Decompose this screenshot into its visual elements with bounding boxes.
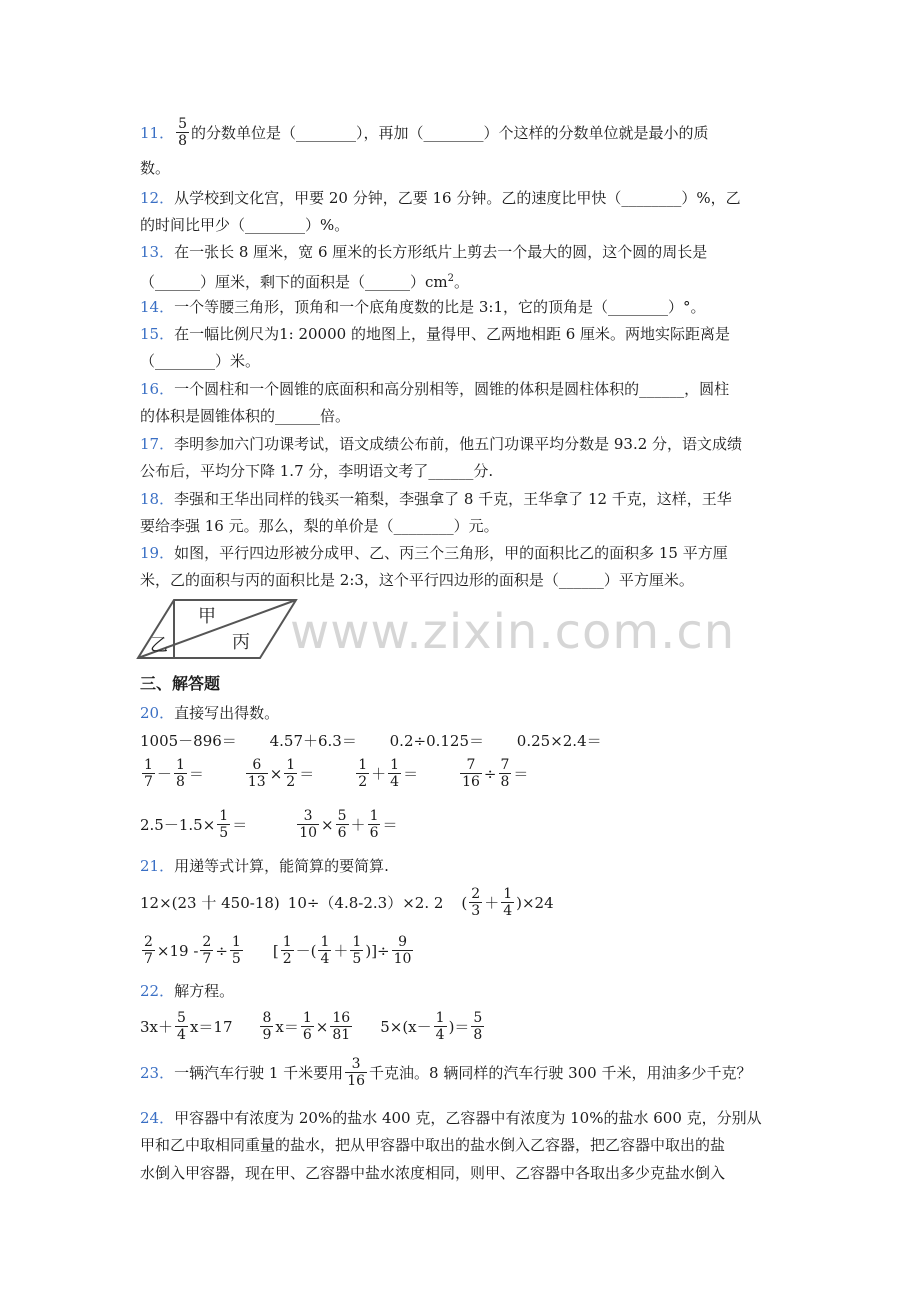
question-17 (140, 433, 742, 455)
label-yi: 乙 (150, 635, 168, 656)
question-24-cont: 甲和乙中取相同重量的盐水，把从甲容器中取出的盐水倒入乙容器，把乙容器中取出的盐 (140, 1136, 726, 1154)
question-text: 如图，平行四边形被分成甲、乙、丙三个三角形，甲的面积比乙的面积多 15 平方厘 (174, 544, 728, 562)
question-20 (140, 702, 279, 724)
fraction: $\frac{16}{81}$ (332, 1010, 351, 1043)
question-15-cont: （________）米。 (140, 352, 261, 370)
calc-item: 1005－896＝ (140, 732, 237, 750)
question-text: 解方程。 (174, 982, 235, 1000)
question-text: 甲容器中有浓度为 20%的盐水 400 克，乙容器中有浓度为 10%的盐水 600 克，分别从 (174, 1109, 762, 1127)
fraction: $\frac{1}{5}$ (352, 934, 362, 967)
question-text: 在一张长 8 厘米，宽 6 厘米的长方形纸片上剪去一个最大的圆，这个圆的周长是 (174, 243, 708, 261)
question-15 (140, 323, 730, 345)
question-number: 18． (140, 490, 175, 508)
fraction: $\frac{1}{2}$ (282, 934, 292, 967)
question-number: 23． (140, 1063, 175, 1082)
calc-item: 0.2÷0.125＝ (389, 732, 485, 750)
question-13 (140, 241, 707, 263)
fraction: $\frac{5}{4}$ (177, 1010, 186, 1043)
fraction: $\frac{1}{5}$ (219, 808, 229, 841)
question-16 (140, 378, 729, 400)
fraction: $\frac{6}{13}$ (247, 757, 266, 790)
expr-row-2: $\frac{2}{7}$ ×19 - $\frac{2}{7}$ ÷ $\frac{1}{5}$ [ $\frac{1}{2}$ －( $\frac{1}{4}$ ＋ $\frac{1}{5}$ )]÷ $\frac{9}{10}$ (144, 934, 412, 967)
fraction: $\frac{9}{10}$ (393, 934, 412, 967)
question-number: 14． (140, 298, 175, 316)
question-number: 13． (140, 243, 175, 261)
question-18-cont: 要给李强 16 元。那么，梨的单价是（________）元。 (140, 517, 499, 535)
question-13-cont: （______）厘米，剩下的面积是$(\_\_\_\_\_\_)cm^2$。 (140, 273, 470, 291)
question-text: 直接写出得数。 (174, 704, 280, 722)
fraction: $\frac{1}{4}$ (320, 934, 330, 967)
label-jia: 甲 (198, 606, 216, 627)
fraction: $\frac{5}{8}$ (178, 116, 188, 149)
question-number: 16． (140, 380, 175, 398)
question-number: 15． (140, 325, 175, 343)
fraction: $\frac{2}{7}$ (144, 934, 153, 967)
question-text: 一个等腰三角形，顶角和一个底角度数的比是 3:1，它的顶角是（________）°。 (174, 298, 706, 316)
expr-row-1: 12×(23 十 450-18) 10÷（4.8-2.3）×2. 2 ( $\frac{2}{3}$ ＋ $\frac{1}{4}$ )×24 (140, 886, 554, 919)
question-number: 20． (140, 704, 175, 722)
fraction: $\frac{3}{16}$ (347, 1056, 366, 1089)
fraction: $\frac{1}{2}$ (358, 757, 368, 790)
question-22 (140, 980, 234, 1002)
question-19 (140, 542, 728, 564)
question-number: 17． (140, 435, 175, 453)
fraction: $\frac{1}{6}$ (302, 1010, 312, 1043)
question-19-cont: 米，乙的面积与丙的面积比是 2:3，这个平行四边形的面积是（______）平方厘米。 (140, 571, 694, 589)
question-text: 李强和王华出同样的钱买一箱梨，李强拿了 8 千克，王华拿了 12 千克，这样，王华 (174, 490, 732, 508)
fraction: $\frac{3}{10}$ (299, 808, 318, 841)
question-number: 22． (140, 982, 175, 1000)
equation-row: 3x＋ $\frac{5}{4}$ x＝17 $\frac{8}{9}$ x＝ $\frac{1}{6}$ × $\frac{16}{81}$ 5×(x－ $\frac{1}{4}$ )＝ $\frac{5}{8}$ (140, 1010, 483, 1043)
fraction: $\frac{1}{5}$ (231, 934, 241, 967)
question-21 (140, 855, 389, 877)
fraction: $\frac{7}{8}$ (500, 757, 510, 790)
question-11-cont: 数。 (140, 159, 171, 177)
fraction: $\frac{1}{8}$ (175, 757, 185, 790)
fraction: $\frac{1}{4}$ (435, 1010, 445, 1043)
calc-item: 4.57＋6.3＝ (269, 732, 357, 750)
question-text: 在一幅比例尺为1: 20000 的地图上，量得甲、乙两地相距 6 厘米。两地实际距离是 (174, 325, 731, 343)
question-17-cont: 公布后，平均分下降 1.7 分，李明语文考了______分. (140, 462, 494, 480)
question-text: 一个圆柱和一个圆锥的底面积和高分别相等，圆锥的体积是圆柱体积的______，圆柱 (174, 380, 730, 398)
question-23: 23． 一辆汽车行驶 1 千米要用 $\frac{3}{16}$ 千克油。8 辆同样的汽车行驶 300 千米，用油多少千克？ (140, 1056, 752, 1089)
watermark: www.zixin.com.cn (290, 604, 736, 660)
calc-row-2: $\frac{1}{7}$ － $\frac{1}{8}$ ＝ $\frac{6}{13}$ × $\frac{1}{2}$ ＝ $\frac{1}{2}$ ＋ $\frac{1}{4}$ ＝ $\frac{7}{16}$ ÷ $\frac{7}{8}$ ＝ (144, 757, 529, 790)
question-text: 李明参加六门功课考试，语文成绩公布前，他五门功课平均分数是 93.2 分，语文成绩 (174, 435, 743, 453)
question-14 (140, 296, 706, 318)
question-number: 24． (140, 1109, 175, 1127)
question-12 (140, 187, 741, 209)
question-text: 的分数单位是（________），再加（________）个这样的分数单位就是最小的质 (191, 123, 709, 142)
fraction: $\frac{1}{4}$ (503, 886, 513, 919)
calc-row-3: 2.5－1.5× $\frac{1}{5}$ ＝ $\frac{3}{10}$ × $\frac{5}{6}$ ＋ $\frac{1}{6}$ ＝ (140, 808, 398, 841)
label-bing: 丙 (232, 632, 250, 653)
expression: 10÷（4.8-2.3）×2. 2 (287, 893, 444, 912)
section-heading: 三、解答题 (140, 674, 221, 693)
question-16-cont: 的体积是圆锥体积的______倍。 (140, 407, 351, 425)
fraction: $\frac{5}{8}$ (473, 1010, 483, 1043)
fraction: $\frac{1}{6}$ (369, 808, 379, 841)
question-11 (140, 116, 709, 149)
question-12-cont: 的时间比甲少（________）%。 (140, 216, 350, 234)
question-24-cont: 水倒入甲容器，现在甲、乙容器中盐水浓度相同，则甲、乙容器中各取出多少克盐水倒入 (140, 1164, 726, 1182)
expression: 12×(23 十 450-18) (140, 893, 280, 912)
fraction: $\frac{8}{9}$ (262, 1010, 272, 1043)
fraction: $\frac{2}{3}$ (471, 886, 481, 919)
fraction: $\frac{1}{7}$ (144, 757, 153, 790)
fraction: $\frac{1}{2}$ (286, 757, 296, 790)
fraction: $\frac{1}{4}$ (390, 757, 400, 790)
question-24 (140, 1107, 762, 1129)
calc-item: 0.25×2.4＝ (516, 732, 602, 750)
question-18 (140, 488, 732, 510)
question-number: 21． (140, 857, 175, 875)
question-number: 19． (140, 544, 175, 562)
fraction: $\frac{2}{7}$ (202, 934, 212, 967)
parallelogram-figure (136, 596, 300, 662)
fraction: $\frac{5}{6}$ (337, 808, 347, 841)
calc-row-1 (140, 730, 602, 752)
fraction: $\frac{7}{16}$ (462, 757, 480, 790)
question-text: 从学校到文化宫，甲要 20 分钟，乙要 16 分钟。乙的速度比甲快（________）%，乙 (174, 189, 741, 207)
question-number: 11． (140, 123, 175, 142)
question-number: 12． (140, 189, 175, 207)
question-text: 用递等式计算，能简算的要简算. (174, 857, 389, 875)
